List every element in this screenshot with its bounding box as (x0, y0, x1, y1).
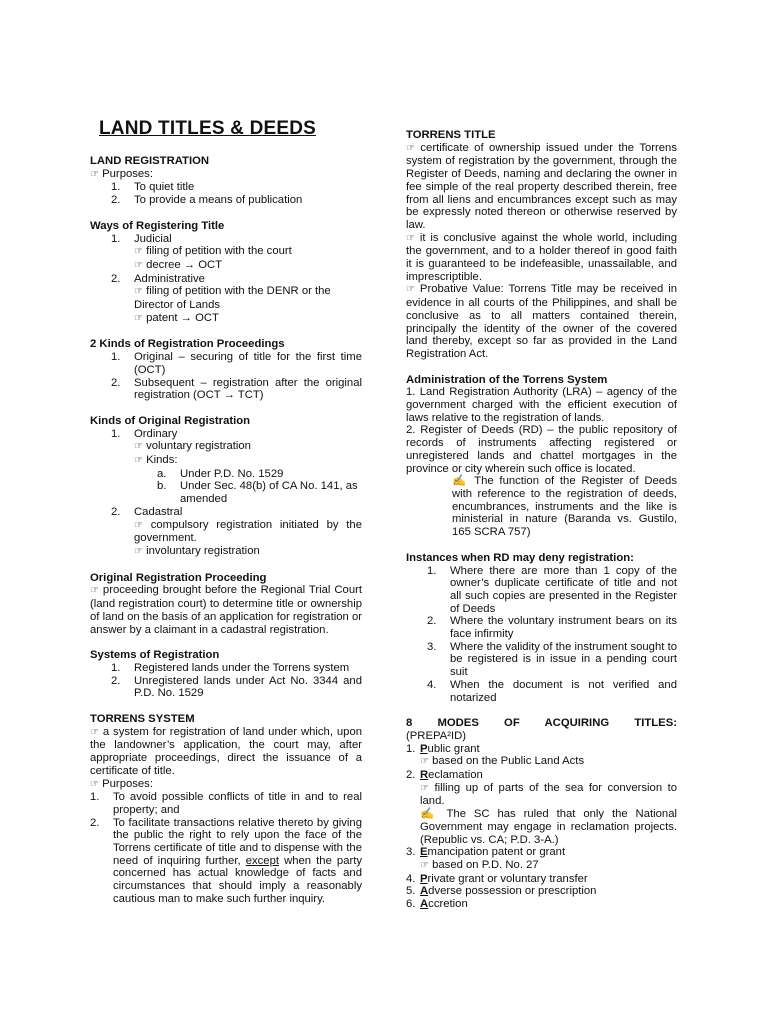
pointing-hand-icon: ☞ (406, 142, 415, 154)
kinds-original-heading: Kinds of Original Registration (90, 414, 251, 427)
writing-hand-icon: ✍ (420, 808, 439, 821)
sub-item: ☞ decree → OCT (134, 258, 223, 271)
sub-item: ☞ filing of petition with the DENR or the Director of Lands (134, 285, 331, 312)
instances-heading: Instances when RD may deny registration: (406, 551, 634, 564)
list-item: 4. When the document is not verified and notarized (427, 678, 677, 704)
list-item: 2. Cadastral (111, 505, 183, 518)
except-emphasis: except (245, 854, 279, 867)
pointing-hand-icon: ☞ (134, 312, 143, 324)
orp-text: ☞ proceeding brought before the Regional Trial Court (land registration court) to determine title or ownership of land on the basis of an application for registration or answer by a claimant in a cadastral registration. (90, 584, 363, 636)
list-item: 5. Adverse possession or prescription (406, 885, 597, 898)
torrens-title-heading: TORRENS TITLE (406, 129, 496, 141)
sub-item: ☞ filling up of parts of the sea for conversion to land. (420, 781, 678, 808)
list-item: 2. Subsequent – registration after the original registration (OCT → TCT) (111, 376, 362, 402)
paragraph: 2. Register of Deeds (RD) – the public repository of records of instruments affecting registered or unregistered lands and chattel mortgages in the province or city wherein such office is located. (406, 424, 677, 475)
right-column (406, 129, 677, 924)
sub-item: ☞ patent → OCT (134, 311, 219, 324)
paragraph: 1. Land Registration Authority (LRA) – agency of the government charged with the efficient execution of laws relative to the registration of lands. (406, 386, 677, 424)
orp-heading: Original Registration Proceeding (90, 571, 267, 584)
list-item: 2. Unregistered lands under Act No. 3344 and P.D. No. 1529 (111, 674, 362, 700)
torrens-system-text: ☞ a system for registration of land under which, upon the landowner’s application, the court may, after appropriate proceedings, direct the issuance of a certificate of title. (90, 725, 363, 777)
modes-section (406, 717, 677, 911)
writing-hand-icon: ✍ (452, 475, 469, 488)
list-item: 3. Emancipation patent or grant (406, 846, 566, 859)
list-item: 2. Administrative (111, 272, 205, 285)
instances-section (406, 552, 677, 704)
list-item: 2. To facilitate transactions relative thereto by giving the public the right to rely upon the face of the Torrens certificate of title and to dispense with the need of inquiring further, except when the party concerned has actual knowledge of facts and circumstances that should imply a reasonably cautious man to make such further inquiry. (90, 816, 363, 905)
list-item: 1. Registered lands under the Torrens system (111, 661, 350, 674)
systems-heading: Systems of Registration (90, 649, 220, 662)
orp-section (90, 572, 362, 637)
pointing-hand-icon: ☞ (420, 756, 429, 768)
list-item: 2. Reclamation (406, 769, 483, 782)
kinds-proceedings-section (90, 338, 362, 402)
torrens-system-section (90, 713, 362, 906)
list-item: 4. Private grant or voluntary transfer (406, 872, 588, 885)
list-item: 1. Judicial (111, 232, 172, 245)
list-item: 2. To provide a means of publication (111, 194, 303, 207)
kinds-original-section (90, 415, 362, 559)
torrens-title-section (406, 129, 677, 361)
ways-section (90, 220, 362, 326)
pointing-hand-icon: ☞ (406, 284, 415, 296)
sub-sub-item: a. Under P.D. No. 1529 (157, 467, 284, 480)
pointing-hand-icon: ☞ (134, 286, 143, 298)
administration-section (406, 374, 677, 539)
sub-item: ☞ compulsory registration initiated by the government. (134, 518, 362, 545)
paragraph: ☞ Probative Value: Torrens Title may be received in evidence in all courts of the Philippines, and shall be conclusive as to all matters contained therein, principally the identity of the owner of the covered land thereby, except so far as provided in the Land Registration Act. (406, 283, 677, 360)
pointing-hand-icon: ☞ (90, 726, 99, 738)
sub-item: ☞ based on the Public Land Acts (420, 755, 585, 768)
systems-section (90, 649, 362, 700)
sub-item: ☞ Kinds: (134, 454, 178, 467)
modes-mnemonic: (PREPA²ID) (406, 729, 467, 742)
list-item: 1. Ordinary (111, 427, 178, 440)
pointing-hand-icon: ☞ (134, 519, 143, 531)
list-item: 1. To avoid possible conflicts of title in and to real property; and (90, 791, 362, 816)
kinds-proceedings-heading: 2 Kinds of Registration Proceedings (90, 338, 285, 351)
purposes-label: Purposes: (102, 167, 153, 180)
torrens-system-heading: TORRENS SYSTEM (90, 713, 195, 726)
sub-item: ☞ filing of petition with the court (134, 245, 292, 258)
sub-sub-item: b. Under Sec. 48(b) of CA No. 141, as amended (157, 480, 358, 506)
pointing-hand-icon: ☞ (406, 232, 415, 244)
administration-heading: Administration of the Torrens System (406, 373, 608, 386)
pointing-hand-icon: ☞ (420, 782, 429, 794)
modes-heading: 8 MODES OF ACQUIRING TITLES: (406, 717, 677, 730)
land-registration-heading: LAND REGISTRATION (90, 155, 210, 167)
pointing-hand-icon: ☞ (90, 778, 99, 790)
list-item: 2. Where the voluntary instrument bears on its face infirmity (427, 615, 677, 641)
list-item: 3. Where the validity of the instrument sought to be registered is in issue in a pending court suit (427, 640, 677, 679)
pointing-hand-icon: ☞ (134, 545, 143, 557)
ways-heading: Ways of Registering Title (90, 219, 225, 232)
list-item: 6. Accretion (406, 898, 468, 911)
document-title: LAND TITLES & DEEDS (99, 118, 317, 139)
pointing-hand-icon: ☞ (134, 259, 143, 271)
sub-item: ☞ voluntary registration (134, 440, 251, 453)
pointing-hand-icon: ☞ (90, 585, 99, 597)
paragraph: ☞ certificate of ownership issued under the Torrens system of registration by the government, through the Register of Deeds, naming and declaring the owner in fee simple of the real property described therein, free from all liens and encumbrances except such as may be expressly noted thereon or otherwise reserved by law. (406, 141, 677, 231)
list-item: 1. Where there are more than 1 copy of the owner’s duplicate certificate of title and not all such copies are presented in the Register of Deeds (427, 564, 677, 615)
purposes-label: Purposes: (102, 777, 153, 790)
pointing-hand-icon: ☞ (134, 246, 143, 258)
list-item: 1. To quiet title (111, 181, 195, 194)
land-registration-section (90, 155, 362, 207)
paragraph: ☞ it is conclusive against the whole world, including the government, and to a holder thereof in good faith it is guaranteed to be indefeasible, unassailable, and imprescriptible. (406, 231, 677, 283)
note: ✍ The function of the Register of Deeds with reference to the registration of deeds, encumbrances, instruments and the like is ministerial in nature (Baranda vs. Gustilo, 165 SCRA 757) (452, 475, 677, 539)
sub-item: ☞ involuntary registration (134, 544, 260, 557)
pointing-hand-icon: ☞ (420, 859, 429, 871)
pointing-hand-icon: ☞ (90, 168, 99, 180)
left-column (90, 118, 362, 919)
pointing-hand-icon: ☞ (134, 455, 143, 467)
pointing-hand-icon: ☞ (134, 441, 143, 453)
note: ✍ The SC has ruled that only the National Government may engage in reclamation projects. (Republic vs. CA; P.D. 3-A.) (420, 808, 678, 846)
list-item: 1. Public grant (406, 742, 480, 755)
list-item: 1. Original – securing of title for the first time (OCT) (111, 351, 362, 376)
sub-item: ☞ based on P.D. No. 27 (420, 858, 539, 871)
